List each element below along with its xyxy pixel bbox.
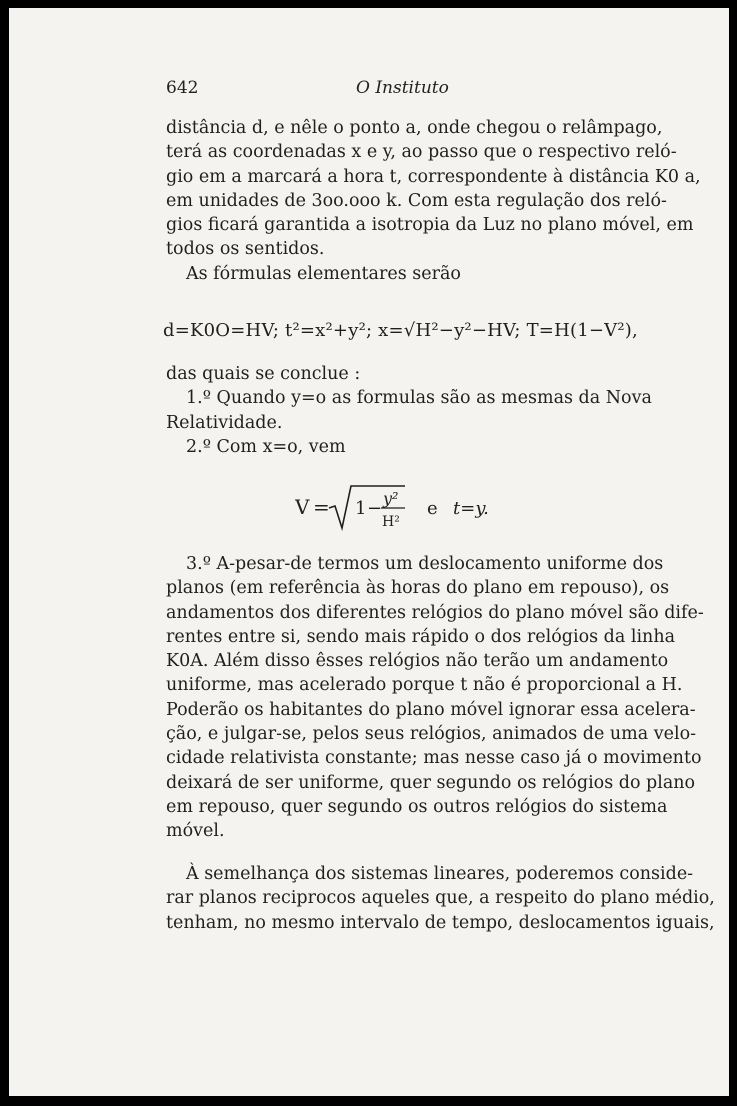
text-line: terá as coordenadas x e y, ao passo que o respectivo reló- xyxy=(166,142,677,163)
formula-velocity-svg xyxy=(295,478,555,538)
text-line: ção, e julgar-se, pelos seus relógios, animados de uma velo- xyxy=(166,724,697,745)
conclusion-block xyxy=(166,362,652,459)
text-line: rar planos reciprocos aqueles que, a respeito do plano médio, xyxy=(166,888,715,909)
svg-text:−: − xyxy=(367,498,383,519)
formula-conj: e xyxy=(427,498,438,519)
text-line: móvel. xyxy=(166,821,225,842)
text-line: K0A. Além disso êsses relógios não terão um andamento xyxy=(166,651,669,672)
text-line: gios ficará garantida a isotropia da Luz no plano móvel, em xyxy=(166,215,694,236)
text-line: gio em a marcará a hora t, correspondente à distância K0 a, xyxy=(166,166,701,187)
formula-velocity xyxy=(295,478,555,538)
text-line: das quais se conclue : xyxy=(166,364,361,384)
svg-text:=: = xyxy=(313,495,330,519)
text-line: Poderão os habitantes do plano móvel ignorar essa acelera- xyxy=(166,699,696,720)
text-line: tenham, no mesmo intervalo de tempo, deslocamentos iguais, xyxy=(166,912,715,933)
text-line: todos os sentidos. xyxy=(166,239,325,260)
formula-elementary: d=K0O=HV; t²=x²+y²; x=√H²−y²−HV; T=H(1−V²), xyxy=(163,320,638,341)
intro-formulas xyxy=(166,262,640,286)
text-line: cidade relativista constante; mas nesse caso já o movimento xyxy=(166,748,702,769)
formula-right: t=y. xyxy=(453,498,489,519)
formula-numerator: y² xyxy=(383,489,399,508)
text-line: As fórmulas elementares serão xyxy=(186,264,461,284)
formula-left: V xyxy=(295,495,310,519)
page-number: 642 xyxy=(166,78,199,98)
item-3 xyxy=(166,552,704,844)
text-line: andamentos dos diferentes relógios do plano móvel são dife- xyxy=(166,602,704,623)
text-line: em repouso, quer segundo os outros relógios do sistema xyxy=(166,796,668,817)
text-line: 2.º Com x=o, vem xyxy=(186,436,346,457)
text-line: Relatividade. xyxy=(166,412,283,433)
text-line: distância d, e nêle o ponto a, onde chegou o relâmpago, xyxy=(166,118,663,138)
text-line: planos (em referência às horas do plano em repouso), os xyxy=(166,578,670,599)
running-title: O Instituto xyxy=(356,78,449,98)
formula-one: 1 xyxy=(355,498,367,519)
text-line: deixará de ser uniforme, quer segundo os relógios do plano xyxy=(166,772,696,793)
formula-denominator: H² xyxy=(382,514,400,530)
text-line: 1.º Quando y=o as formulas são as mesmas da Nova xyxy=(186,388,652,409)
text-line: 3.º A-pesar-de termos um deslocamento uniforme dos xyxy=(186,554,664,574)
text-line: À semelhança dos sistemas lineares, poderemos conside- xyxy=(186,864,694,884)
text-line: uniforme, mas acelerado porque t não é proporcional a H. xyxy=(166,675,683,696)
final-paragraph xyxy=(166,862,715,935)
text-line: em unidades de 3oo.ooo k. Com esta regulação dos reló- xyxy=(166,190,667,211)
paragraph-1 xyxy=(166,116,701,262)
text-line: rentes entre si, sendo mais rápido o dos relógios da linha xyxy=(166,626,676,647)
